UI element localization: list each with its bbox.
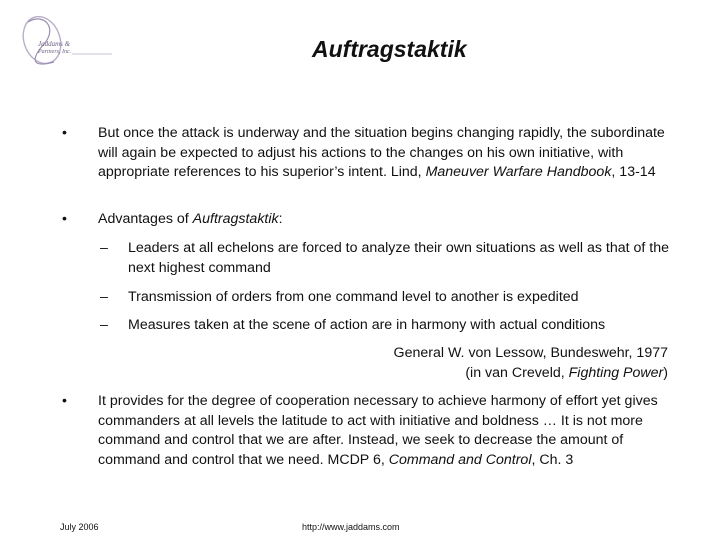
footer-date: July 2006: [60, 522, 99, 532]
bullet-text: [98, 124, 668, 183]
sub-item-text: Leaders at all echelons are forced to analyze their own situations as well as that of the next highest command: [128, 240, 670, 276]
bullet-item: [62, 124, 665, 204]
dash-marker: –: [100, 317, 108, 333]
bullet-text-part: , Ch. 3: [531, 451, 574, 468]
sub-list-item: [100, 288, 680, 308]
sub-item-text: Transmission of orders from one command level to another is expedited: [128, 289, 579, 305]
term-italic: Auftragstaktik: [192, 211, 279, 227]
company-logo: [14, 10, 124, 72]
bullet-marker: •: [62, 211, 67, 227]
logo-swirl-icon: [14, 10, 124, 72]
footer-url[interactable]: http://www.jaddams.com: [302, 522, 400, 532]
bullet-text: [98, 392, 668, 470]
bullet-text-part: But once the attack is underway and the situation begins changing rapidly, the subordinate will again be expected to adjust his actions to the changes on his own initiative, with appropriate references to his superior’s intent. Lind,: [98, 125, 665, 180]
bullet-marker: •: [62, 125, 67, 141]
source-title: Command and Control: [388, 451, 532, 468]
dash-marker: –: [100, 240, 108, 256]
bullet-text-part: Advantages of: [98, 211, 193, 227]
dash-marker: –: [100, 289, 108, 305]
bullet-item: [62, 210, 662, 230]
bullet-text-part: :: [278, 211, 283, 227]
bullet-marker: •: [62, 393, 67, 409]
attribution: [248, 344, 668, 383]
attribution-part: (in van Creveld,: [465, 364, 569, 381]
page-title: Auftragstaktik: [312, 36, 467, 62]
bullet-text-part: It provides for the degree of cooperation necessary to achieve harmony of effort yet gives commanders at all levels the latitude to act with initiative and boldness … It is not more command and control that we are after. Instead, we seek to decrease the amount of command and control that we need. MCDP 6,: [98, 393, 658, 468]
attribution-line: General W. von Lessow, Bundeswehr, 1977: [393, 345, 668, 361]
svg-text:Partners, Inc.: Partners, Inc.: [38, 49, 72, 55]
attribution-part: ): [663, 364, 668, 381]
sub-item-text: Measures taken at the scene of action are in harmony with actual conditions: [128, 317, 606, 333]
sub-list-item: [100, 239, 680, 279]
bullet-item: [62, 392, 662, 492]
bullet-text-part: , 13-14: [611, 164, 656, 180]
sub-list-item: [100, 316, 680, 336]
bullet-text: [98, 210, 668, 230]
source-title: Maneuver Warfare Handbook: [425, 164, 612, 180]
svg-text:Jaddams &: Jaddams &: [38, 40, 71, 48]
attribution-line: [248, 364, 668, 384]
source-title: Fighting Power: [568, 364, 664, 381]
